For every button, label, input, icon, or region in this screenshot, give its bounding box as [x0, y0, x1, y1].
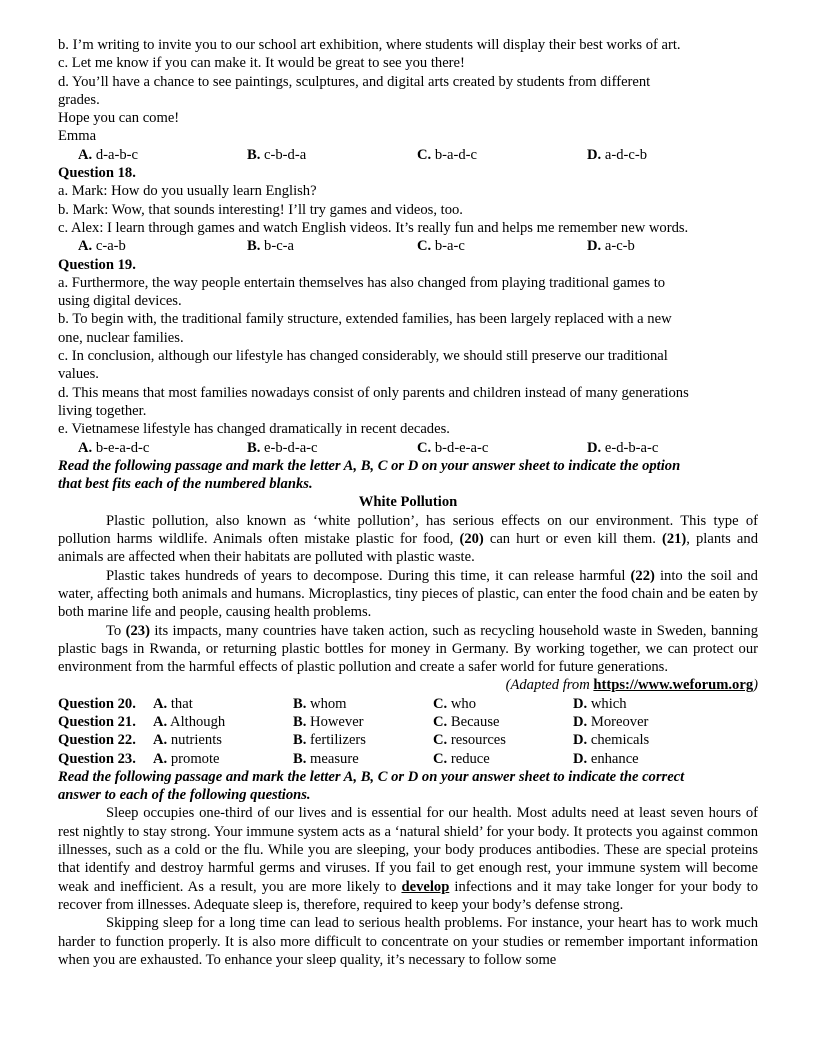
q17-closing: Hope you can come!	[58, 110, 180, 127]
reading-paragraph-2: Skipping sleep for a long time can lead to serious health problems. For instance, your heart has to work much harder to function properly. It is also more difficult to concentrate on your studies or remember important information when you are exhausted. To enhance your sleep quality, it’s necessary to follow some	[58, 915, 758, 968]
question-22-row: Question 22. A. nutrients B. fertilizers C. resources D. chemicals	[58, 732, 650, 749]
q19-line: living together.	[58, 402, 147, 419]
q19-answer-b: B. e-b-d-a-c	[247, 439, 318, 456]
q18-answer-a: A. c-a-b	[78, 238, 126, 255]
cloze-paragraph-1: Plastic pollution, also known as ‘white pollution’, has serious effects on our environment. This type of pollution harms wildlife. Animals often mistake plastic for food, (20) can hurt or even kill them. (21), plants and animals are affected when their habitats are polluted with plastic waste.	[58, 512, 758, 566]
q19-answer-a: A. b-e-a-d-c	[78, 439, 150, 456]
question-23-row: Question 23. A. promote B. measure C. reduce D. enhance	[58, 750, 639, 767]
q17-answer-d: D. a-d-c-b	[587, 146, 647, 163]
source-citation: (Adapted from https://www.weforum.org)	[505, 677, 758, 694]
passage-title: White Pollution	[358, 494, 458, 511]
cloze-paragraph-2: Plastic takes hundreds of years to decompose. During this time, it can release harmful (22) into the soil and water, affecting both animals and humans. Microplastics, tiny pieces of plastic, can enter the food chain and be eaten by both marine life and people, causing health problems.	[58, 567, 758, 621]
source-link[interactable]: https://www.weforum.org	[593, 677, 754, 694]
underlined-word: develop	[401, 878, 450, 895]
q19-heading: Question 19.	[58, 256, 136, 273]
q17-option-c-line: c. Let me know if you can make it. It would be great to see you there!	[58, 55, 465, 72]
exam-page	[58, 36, 758, 969]
q18-answer-options	[58, 237, 758, 255]
q17-option-d-line: d. You’ll have a chance to see paintings, sculptures, and digital arts created by students from different	[58, 73, 651, 90]
q18-line: c. Alex: I learn through games and watch English videos. It’s really fun and helps me remember new words.	[58, 219, 689, 236]
reading-paragraph-1: Sleep occupies one-third of our lives and is essential for our health. Most adults need at least seven hours of rest nightly to stay strong. Your immune system acts as a ‘natural shield’ for your body. It protects you against common illnesses, such as a cold or the flu. While you are sleeping, your body produces antibodies. These are special proteins that identify and destroy harmful germs and viruses. If you fail to get enough rest, your immune system will become weak and inefficient. As a result, you are more likely to develop infections and it may take longer for your body to recover from illnesses. Adequate sleep is, therefore, required to keep your body’s defense strong.	[58, 805, 758, 913]
q18-heading: Question 18.	[58, 165, 136, 182]
cloze-paragraph-3: To (23) its impacts, many countries have taken action, such as recycling household waste in Sweden, banning plastic bags in Rwanda, or returning plastic bottles for money in Germany. By working together, we can protect our environment from the harmful effects of plastic pollution and create a safer world for future generations.	[58, 622, 758, 676]
q18-answer-d: D. a-c-b	[587, 238, 635, 255]
blank-22: (22)	[630, 567, 655, 584]
q17-answer-b: B. c-b-d-a	[247, 146, 307, 163]
q19-answer-c: C. b-d-e-a-c	[417, 439, 489, 456]
q18-line: b. Mark: Wow, that sounds interesting! I’ll try games and videos, too.	[58, 201, 463, 218]
q19-line: e. Vietnamese lifestyle has changed dramatically in recent decades.	[58, 421, 450, 438]
reading-instruction-cont: answer to each of the following questions.	[58, 787, 311, 804]
q17-signature: Emma	[58, 128, 97, 145]
q19-answer-d: D. e-d-b-a-c	[587, 439, 659, 456]
q19-line: d. This means that most families nowadays consist of only parents and children instead of many generations	[58, 384, 689, 401]
q17-answer-a: A. d-a-b-c	[78, 146, 138, 163]
blank-23: (23)	[125, 622, 150, 639]
q19-line: c. In conclusion, although our lifestyle has changed considerably, we should still preserve our traditional	[58, 348, 668, 365]
q18-answer-b: B. b-c-a	[247, 238, 295, 255]
q17-answer-options	[58, 146, 758, 164]
blank-20: (20)	[459, 531, 484, 548]
q18-line: a. Mark: How do you usually learn English?	[58, 183, 317, 200]
q19-line: values.	[58, 366, 99, 383]
question-21-row: Question 21. A. Although B. However C. Because D. Moreover	[58, 713, 649, 730]
q19-line: a. Furthermore, the way people entertain themselves has also changed from playing traditional games to	[58, 274, 666, 291]
q18-answer-c: C. b-a-c	[417, 238, 465, 255]
q19-line: one, nuclear families.	[58, 329, 184, 346]
q17-option-d-line-cont: grades.	[58, 91, 100, 108]
cloze-instruction-cont: that best fits each of the numbered blanks.	[58, 476, 313, 493]
blank-21: (21)	[661, 531, 687, 548]
q17-answer-c: C. b-a-d-c	[417, 146, 477, 163]
question-20-row: Question 20. A. that B. whom C. who D. which	[58, 695, 627, 712]
cloze-instruction: Read the following passage and mark the letter A, B, C or D on your answer sheet to indicate the option	[58, 457, 681, 474]
q19-answer-options	[58, 439, 758, 457]
reading-instruction: Read the following passage and mark the letter A, B, C or D on your answer sheet to indicate the correct	[58, 768, 685, 785]
q19-line: b. To begin with, the traditional family structure, extended families, has been largely replaced with a new	[58, 311, 672, 328]
q19-line: using digital devices.	[58, 293, 182, 310]
q17-option-b-line: b. I’m writing to invite you to our school art exhibition, where students will display their best works of art.	[58, 37, 681, 53]
